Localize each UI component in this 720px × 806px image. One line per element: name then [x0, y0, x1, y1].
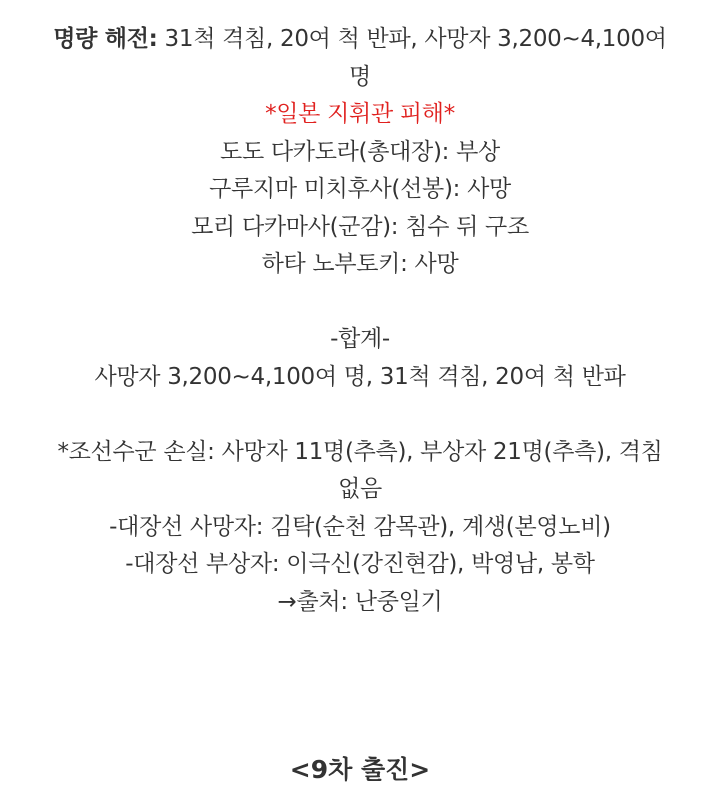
battle-summary-line [0, 21, 720, 59]
battle-summary-continuation: 명 [349, 63, 371, 90]
joseon-losses-line: *조선수군 손실: 사망자 11명(추측), 부상자 21명(추측), 격침 [57, 438, 663, 465]
section-title: <9차 출진> [289, 755, 431, 784]
flagship-injured-line: -대장선 부상자: 이극신(강진현감), 박영남, 봉학 [125, 551, 595, 577]
battle-name: 명량 해전: [53, 26, 158, 52]
japan-casualty-item: 도도 다카도라(총대장): 부상 [220, 138, 500, 165]
document-body [0, 21, 720, 621]
battle-summary-text: 31척 격침, 20여 척 반파, 사망자 3,200~4,100여 [157, 26, 667, 52]
joseon-losses-continuation: 없음 [338, 476, 382, 502]
flagship-dead-line: -대장선 사망자: 김탁(순천 감목관), 계생(본영노비) [109, 513, 611, 540]
total-header: -합계- [330, 326, 390, 352]
total-text: 사망자 3,200~4,100여 명, 31척 격침, 20여 척 반파 [94, 363, 626, 390]
source-line: →출처: 난중일기 [277, 588, 443, 615]
japan-casualty-item: 하타 노부토키: 사망 [261, 251, 459, 277]
japan-casualties-header: *일본 지휘관 피해* [265, 101, 455, 127]
japan-casualty-item: 구루지마 미치후사(선봉): 사망 [209, 176, 511, 202]
spacer [0, 396, 720, 434]
spacer [0, 284, 720, 322]
japan-casualty-item: 모리 다카마사(군감): 침수 뒤 구조 [191, 213, 529, 240]
